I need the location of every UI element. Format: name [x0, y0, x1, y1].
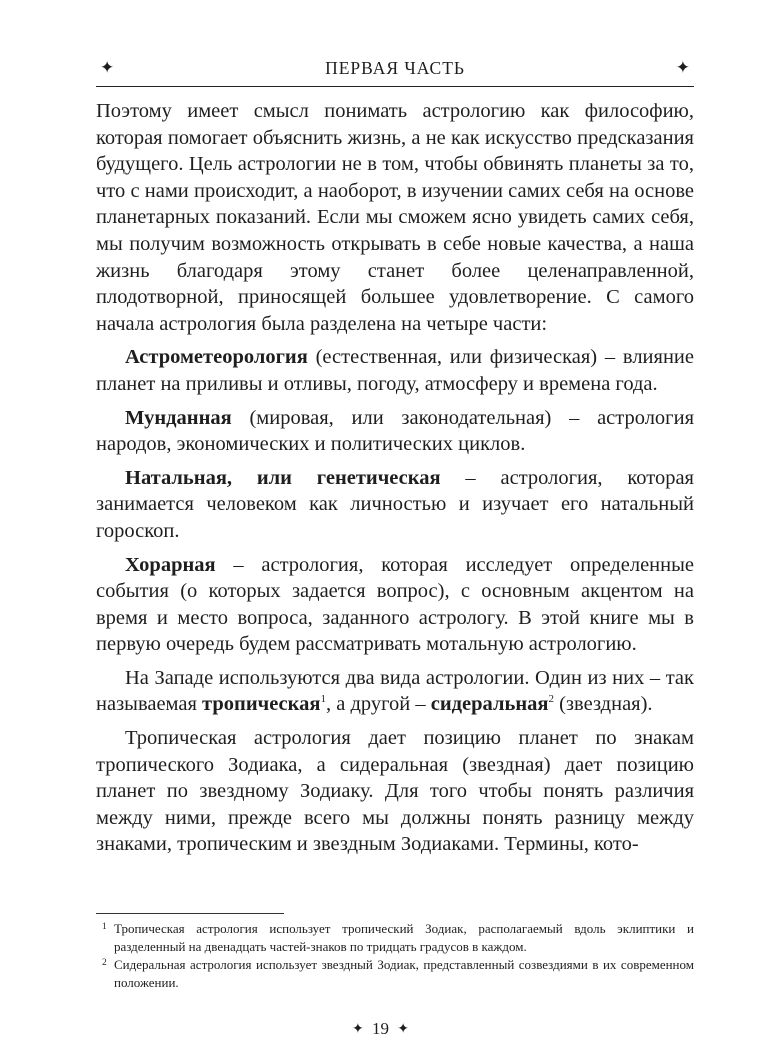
term-natal: Натальная, или генетическая: [125, 466, 441, 489]
footnote-ref-2[interactable]: 2: [548, 693, 554, 706]
paragraph-horary: [96, 552, 694, 658]
text-run: (звездная).: [553, 693, 653, 716]
text-run: На Западе используются два вида астрологии. Один из них – так называемая: [96, 666, 694, 716]
footnotes: [96, 920, 694, 992]
definition-natal: – астрология, которая занимается человеком как личностью и изучает его натальный гороскоп.: [96, 466, 694, 542]
footnote-mark: 1: [102, 922, 107, 932]
ornament-left-icon: ✦: [352, 1021, 364, 1037]
paragraph-natal: [96, 465, 694, 545]
ornament-right-icon: ✦: [397, 1021, 409, 1037]
definition-horary: – астрология, которая исследует определенные события (о которых задается вопрос), с основным акцентом на время и место вопроса, заданного астрологу. В этой книге мы в первую очередь будем рассматривать мотальную астрологию.: [96, 553, 694, 656]
running-header: [96, 52, 694, 87]
page-number: 19: [372, 1019, 389, 1039]
paragraph-intro: Поэтому имеет смысл понимать астрологию как философию, которая помогает объяснить жизнь, а не как искусство предсказания будущего. Цель астрологии не в том, чтобы обвинять планеты за то, что с нами происходит, а наоборот, в изучении самих себя на основе планетарных показаний. Если мы сможем ясно увидеть самих себя, мы получим возможность открывать в себе новые качества, а наша жизнь благодаря этому станет более целенаправленной, плодотворной, приносящей большее удовлетворение. С самого начала астрология была разделена на четыре части:: [96, 100, 694, 335]
term-tropical: тропическая: [202, 693, 321, 716]
paragraph-astrometeorology: [96, 344, 694, 397]
paragraph-mundane: [96, 405, 694, 458]
term-mundane: Мунданная: [125, 406, 232, 429]
definition-astrometeorology: (естественная, или физическая) – влияние планет на приливы и отливы, погоду, атмосферу и времена года.: [96, 346, 694, 395]
term-horary: Хорарная: [125, 553, 216, 576]
ornament-right-icon: ✦: [675, 58, 690, 77]
footnote-1: [96, 920, 694, 956]
term-astrometeorology: Астрометеорология: [125, 346, 308, 369]
footnote-ref-1[interactable]: 1: [320, 693, 326, 706]
definition-mundane: (мировая, или законодательная) – астрология народов, экономических и политических циклов.: [96, 406, 694, 456]
text-run: , а другой –: [326, 693, 431, 716]
ornament-left-icon: ✦: [100, 58, 115, 77]
page-footer: [0, 1018, 761, 1039]
footnote-mark: 2: [102, 958, 107, 968]
term-sidereal: сидеральная: [430, 693, 549, 716]
footnote-divider: [96, 913, 284, 914]
running-header-title: ПЕРВАЯ ЧАСТЬ: [325, 58, 465, 78]
paragraph-zodiacs: Тропическая астрология дает позицию планет по знакам тропического Зодиака, а сидеральная (звездная) дает позицию планет по звездному Зодиаку. Для того чтобы понять различия между ними, прежде всего мы должны понять разницу между знаками, тропическим и звездным Зодиаками. Термины, кото-: [96, 727, 694, 856]
paragraph-two-types: [96, 665, 694, 718]
footnote-2: [96, 956, 694, 992]
body-text: [96, 98, 694, 858]
footnote-text: Сидеральная астрология использует звездный Зодиак, представленный созвездиями в их современном положении.: [114, 957, 694, 990]
footnote-text: Тропическая астрология использует тропический Зодиак, располагаемый вдоль эклиптики и разделенный на двенадцать частей-знаков по тридцать градусов в каждом.: [114, 921, 694, 954]
